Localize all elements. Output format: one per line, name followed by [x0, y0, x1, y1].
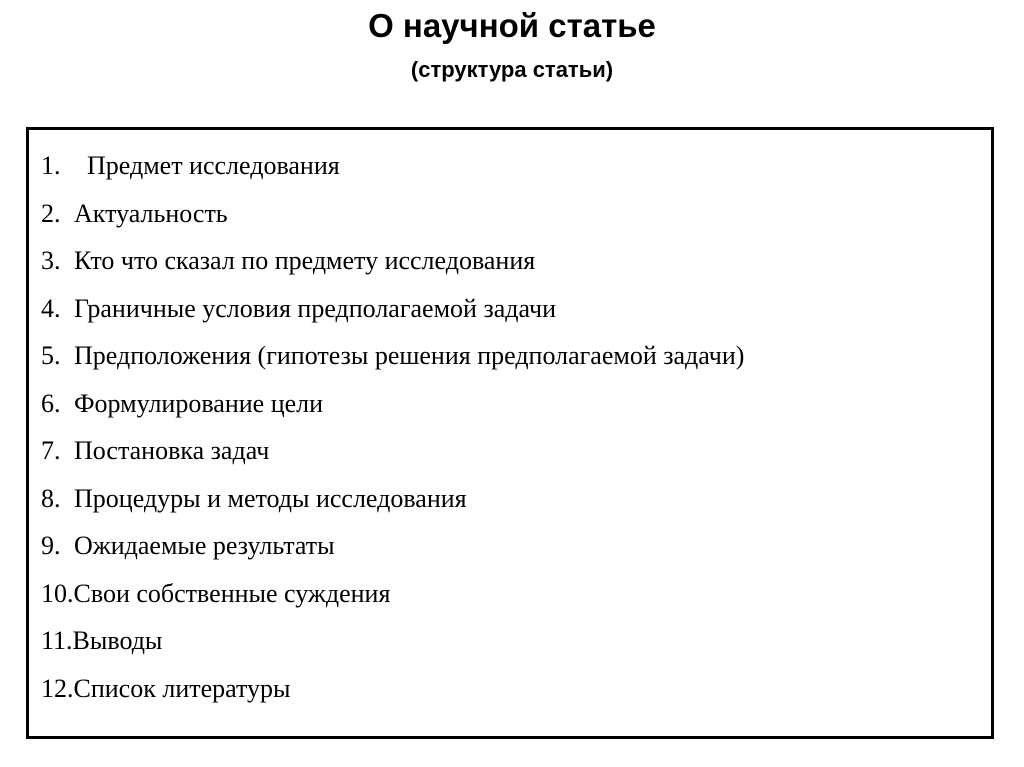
page-subtitle: (структура статьи) [410, 57, 614, 82]
list-item [41, 380, 744, 428]
list-item-number: 4. [41, 293, 61, 323]
list-item-text: Актуальность [74, 198, 228, 228]
list-item [41, 142, 744, 190]
list-item-number: 5. [41, 341, 61, 370]
list-item [41, 427, 744, 475]
list-item-text: Формулирование цели [74, 388, 324, 418]
list-item [41, 190, 744, 238]
page-title: О научной статье [368, 7, 656, 44]
list-item-number: 9. [41, 531, 61, 560]
structure-box [26, 127, 994, 739]
list-item-number: 3. [41, 246, 61, 275]
list-item-text: Выводы [72, 626, 163, 655]
list-item-number: 10. [41, 578, 74, 608]
list-item-number: 12. [41, 673, 74, 703]
list-item-text: Кто что сказал по предмету исследования [74, 246, 536, 275]
list-item [41, 332, 744, 380]
list-item-text: Предположения (гипотезы решения предполагаемой задачи) [74, 341, 745, 370]
list-item-text: Граничные условия предполагаемой задачи [74, 293, 556, 323]
list-item [41, 570, 744, 618]
list-item [41, 522, 744, 570]
list-item [41, 285, 744, 333]
list-item-number: 8. [41, 483, 61, 513]
list-item-text: Постановка задач [74, 436, 270, 465]
list-item-text: Предмет исследования [87, 151, 340, 180]
list-item-number: 7. [41, 436, 61, 465]
list-item-text: Свои собственные суждения [73, 578, 391, 608]
list-item-number: 6. [41, 388, 61, 418]
list-item-number: 1. [41, 151, 61, 180]
list-item-number: 11. [41, 626, 73, 655]
structure-list [41, 142, 744, 712]
list-item [41, 617, 744, 665]
list-item-text: Список литературы [73, 673, 291, 703]
list-item [41, 475, 744, 523]
list-item-number: 2. [41, 198, 61, 228]
list-item [41, 665, 744, 713]
list-item [41, 237, 744, 285]
list-item-text: Ожидаемые результаты [74, 531, 335, 560]
list-item-text: Процедуры и методы исследования [74, 483, 467, 513]
